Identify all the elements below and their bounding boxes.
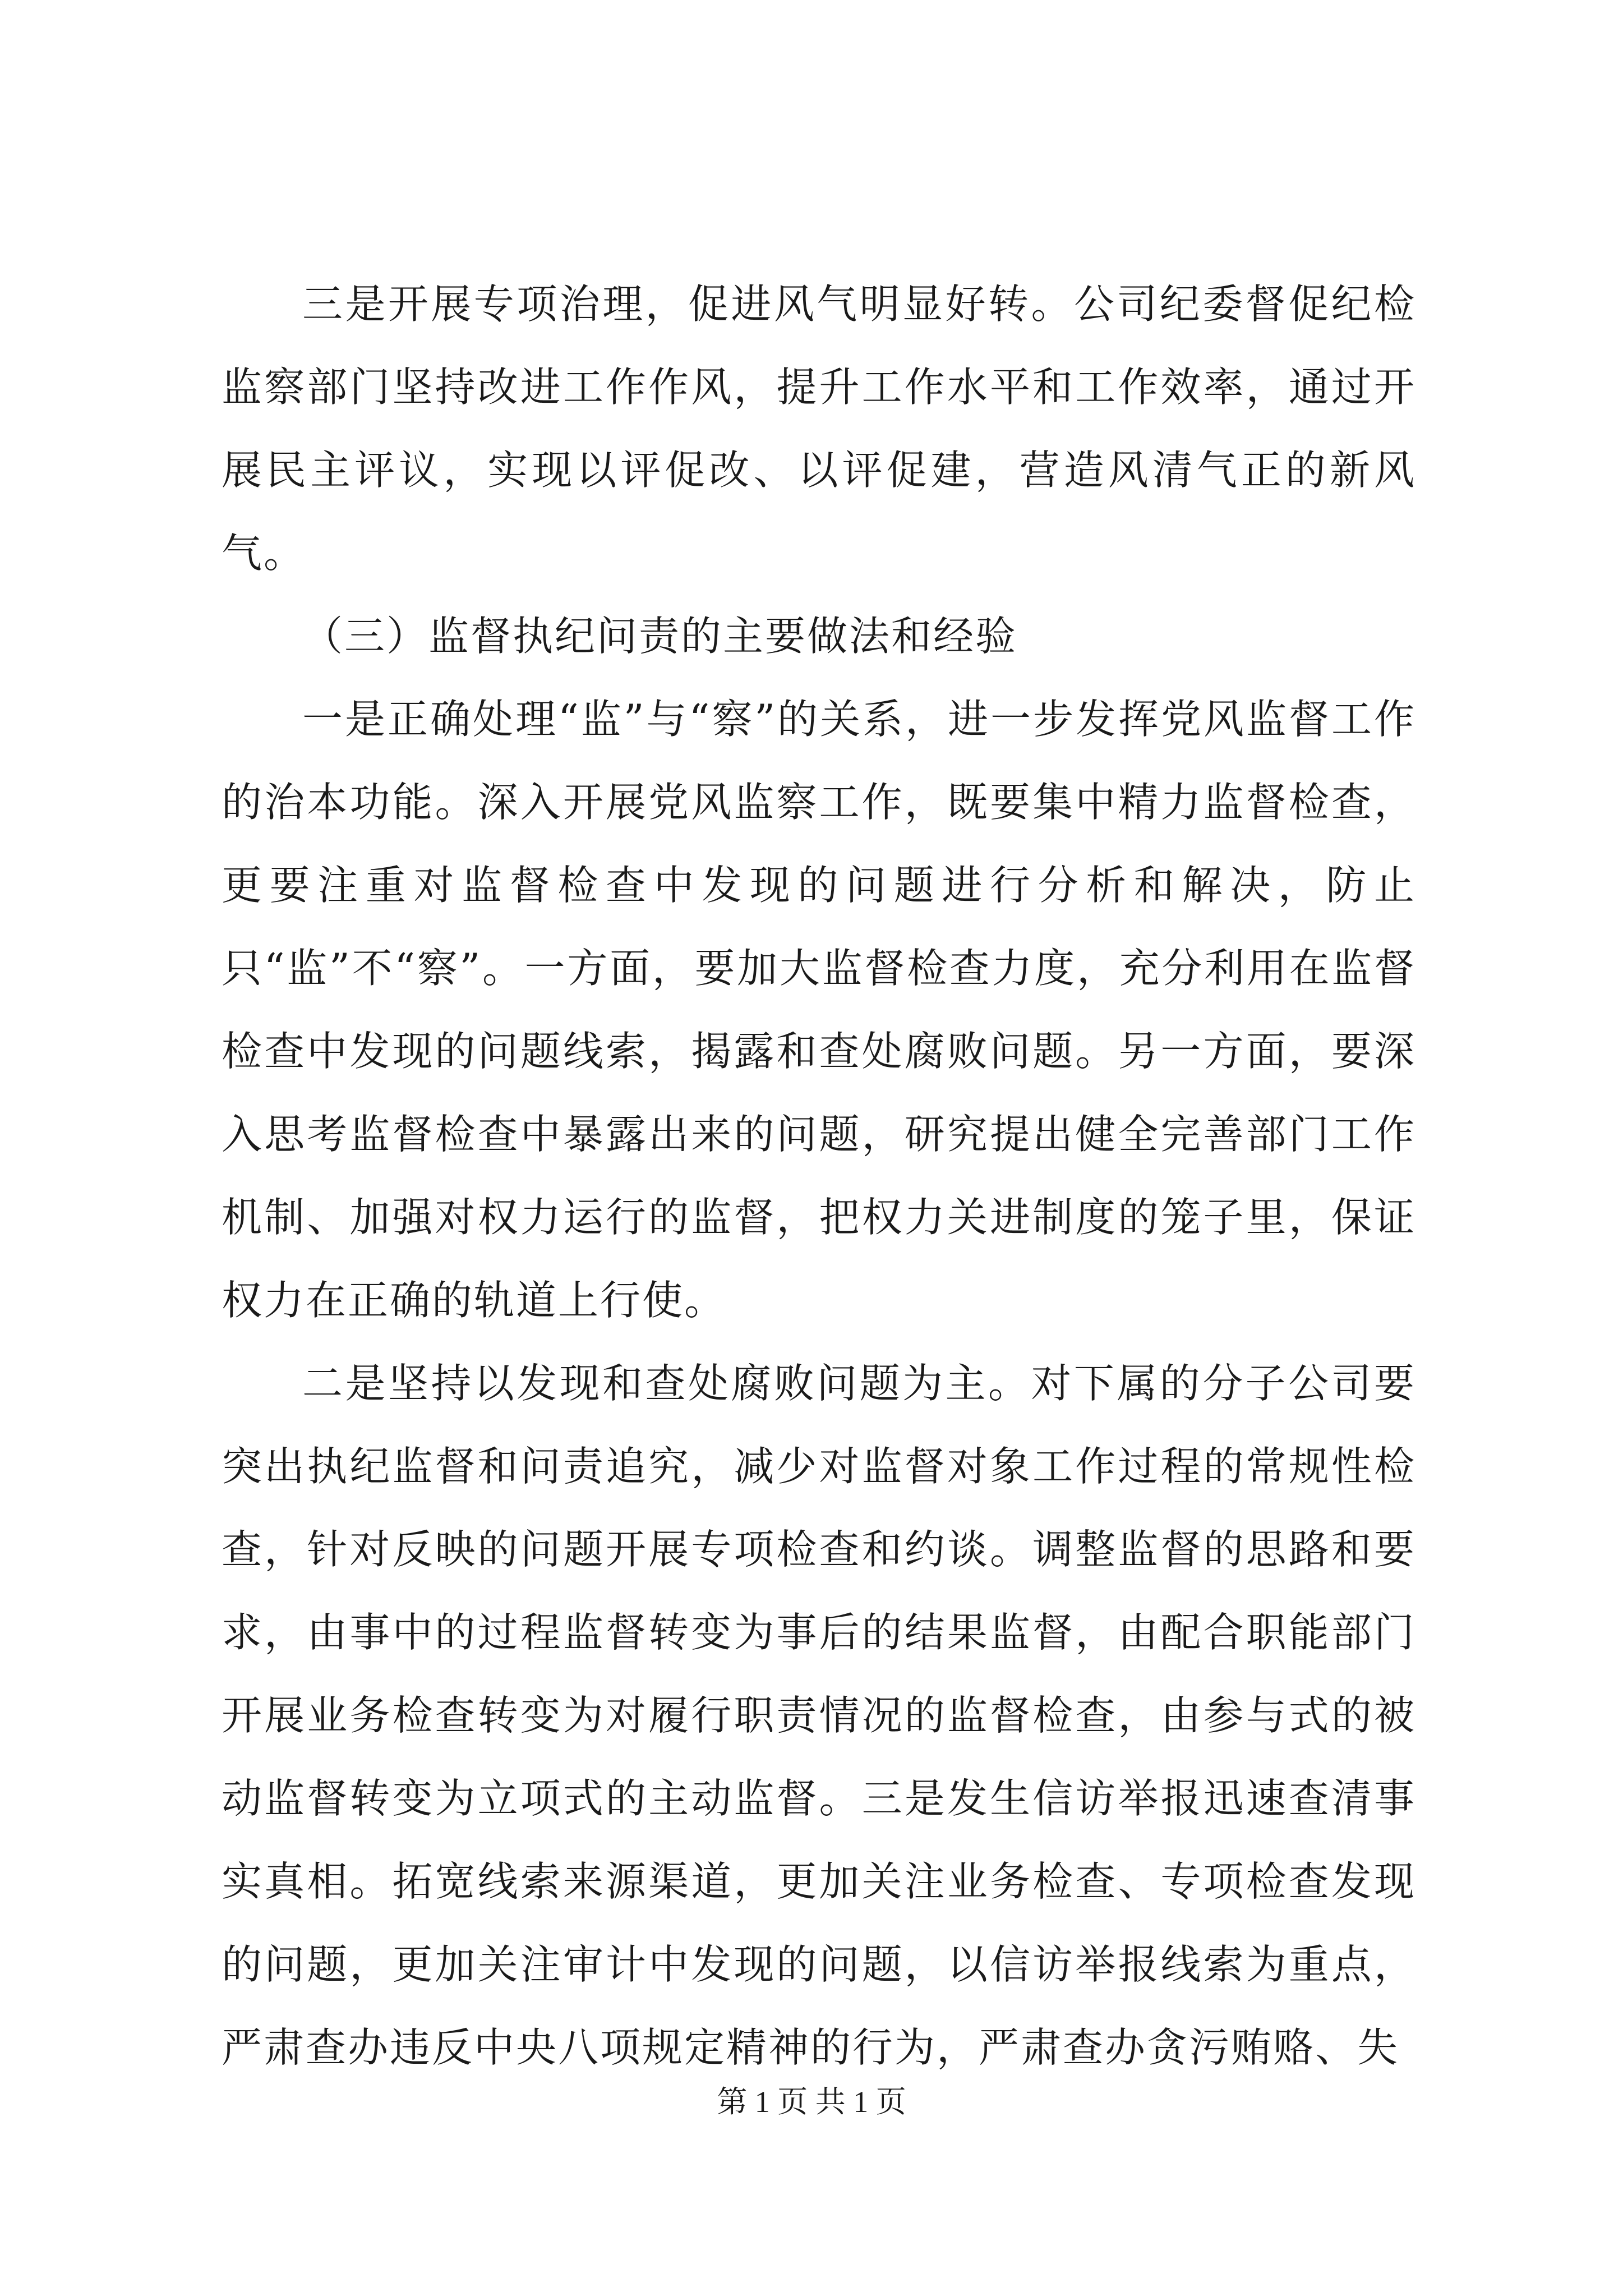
paragraph-corruption-investigation: 二是坚持以发现和查处腐败问题为主。对下属的分子公司要突出执纪监督和问责追究，减少对监督对象工作过程的常规性检查，针对反映的问题开展专项检查和约谈。调整监督的思路和要求，由事中的过程监督转变为事后的结果监督，由配合职能部门开展业务检查转变为对履行职责情况的监督检查，由参与式的被动监督转变为立项式的主动监督。三是发生信访举报迅速查清事实真相。拓宽线索来源渠道，更加关注业务检查、专项检查发现的问题，更加关注审计中发现的问题，以信访举报线索为重点，严肃查办违反中央八项规定精神的行为，严肃查办贪污贿赂、失: [222, 1360, 1416, 2071]
document-body: [222, 263, 1416, 2089]
paragraph-special-governance: 三是开展专项治理，促进风气明显好转。公司纪委督促纪检监察部门坚持改进工作作风，提升工作水平和工作效率，通过开展民主评议，实现以评促改、以评促建，营造风清气正的新风气。: [222, 280, 1416, 577]
section-heading: （三）监督执纪问责的主要做法和经验: [302, 613, 1018, 660]
paragraph-supervision-relation: 一是正确处理“监”与“察”的关系，进一步发挥党风监督工作的治本功能。深入开展党风监察工作，既要集中精力监督检查，更要注重对监督检查中发现的问题进行分析和解决，防止只“监”不“察”。一方面，要加大监督检查力度，充分利用在监督检查中发现的问题线索，揭露和查处腐败问题。另一方面，要深入思考监督检查中暴露出来的问题，研究提出健全完善部门工作机制、加强对权力运行的监督，把权力关进制度的笼子里，保证权力在正确的轨道上行使。: [222, 696, 1416, 1324]
page-number-footer: 第 1 页 共 1 页: [717, 2085, 906, 2119]
